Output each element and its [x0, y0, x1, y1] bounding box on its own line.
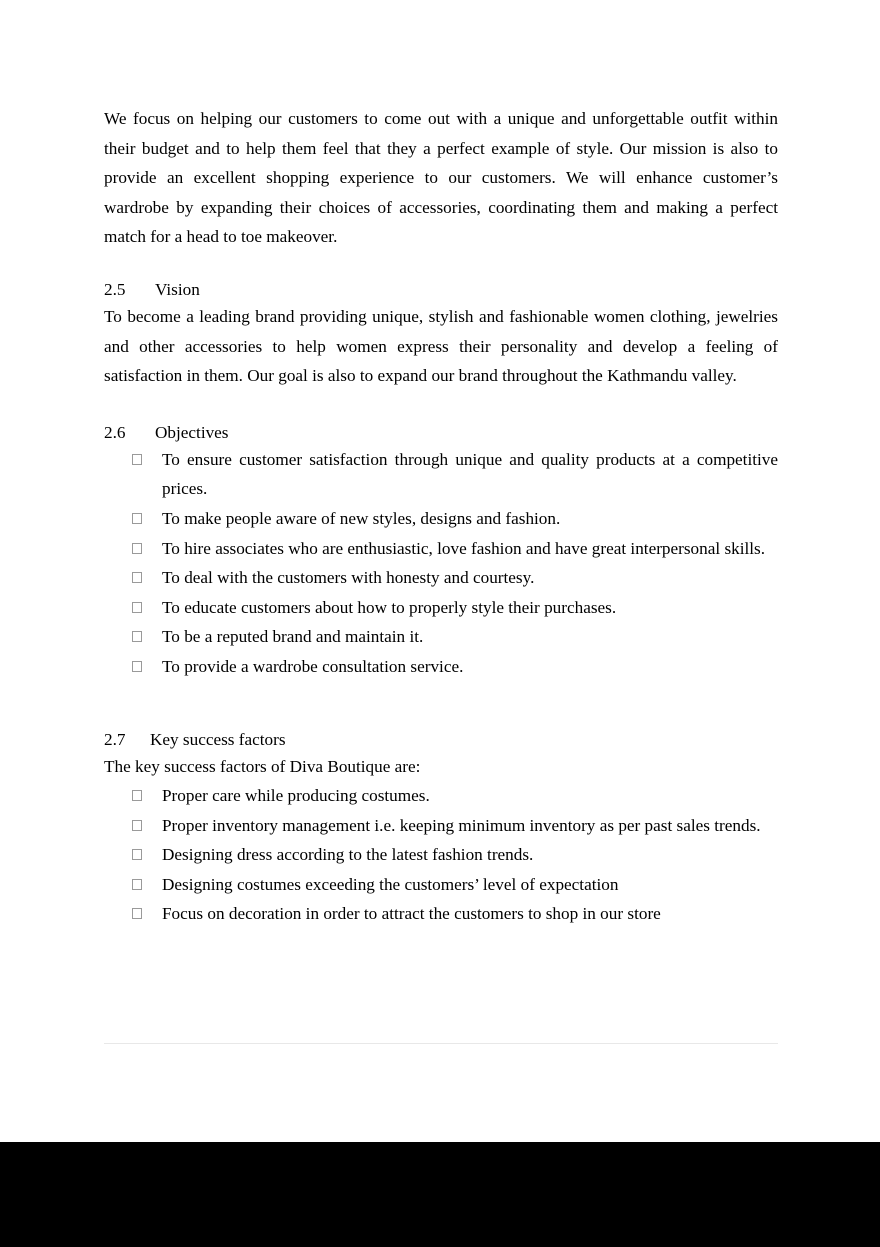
bullet-box-icon [132, 790, 142, 801]
key-success-factors-list [104, 781, 778, 929]
section-heading-objectives [104, 421, 778, 445]
vision-body: To become a leading brand providing unique, stylish and fashionable women clothing, jewelries and other accessories to help women express their personality and develop a feeling of satisfaction in them. Our goal is also to expand our brand throughout the Kathmandu valley. [104, 306, 778, 386]
list-item-text: To hire associates who are enthusiastic, love fashion and have great interpersonal skills. [162, 538, 766, 558]
intro-paragraph: We focus on helping our customers to come out with a unique and unforgettable outfit within their budget and to help them feel that they a perfect example of style. Our mission is also to provide an excellent shopping experience to our customers. We will enhance customer’s wardrobe by expanding their choices of accessories, coordinating them and making a perfect match for a head to toe makeover. [104, 109, 778, 247]
list-item-text: Proper inventory management i.e. keeping minimum inventory as per past sales trends. [162, 815, 761, 835]
bullet-box-icon [132, 454, 142, 465]
section-number-27: 2.7 [104, 729, 126, 749]
spacer [104, 391, 778, 421]
list-item-text: To provide a wardrobe consultation service. [162, 656, 464, 676]
section-heading-vision [104, 278, 778, 302]
list-item [104, 811, 778, 841]
spacer [104, 264, 778, 278]
list-item-text: To ensure customer satisfaction through unique and quality products at a competitive prices. [162, 449, 778, 499]
bullet-box-icon [132, 849, 142, 860]
bottom-black-band [0, 1142, 880, 1247]
bullet-box-icon [132, 908, 142, 919]
list-item-text: To educate customers about how to properly style their purchases. [162, 597, 617, 617]
list-item [104, 504, 778, 534]
bullet-box-icon [132, 820, 142, 831]
list-item-text: Proper care while producing costumes. [162, 786, 430, 806]
list-item [104, 563, 778, 593]
spacer [104, 682, 778, 728]
list-item [104, 899, 778, 929]
list-item-text: Designing costumes exceeding the customers’ level of expectation [162, 874, 619, 894]
section-number-26: 2.6 [104, 422, 126, 442]
bullet-box-icon [132, 602, 142, 613]
list-item [104, 652, 778, 682]
list-item [104, 593, 778, 623]
document-body [104, 104, 778, 929]
list-item-text: Focus on decoration in order to attract the customers to shop in our store [162, 904, 661, 924]
section-title-26: Objectives [155, 422, 229, 442]
bullet-box-icon [132, 631, 142, 642]
list-item [104, 840, 778, 870]
section-title-25: Vision [155, 279, 200, 299]
list-item [104, 534, 778, 564]
footer-separator-rule [104, 1043, 778, 1044]
objectives-list [104, 445, 778, 682]
bullet-box-icon [132, 879, 142, 890]
bullet-box-icon [132, 543, 142, 554]
list-item-text: To make people aware of new styles, designs and fashion. [162, 508, 561, 528]
bullet-box-icon [132, 513, 142, 524]
list-item-text: To be a reputed brand and maintain it. [162, 627, 424, 647]
section-number-25: 2.5 [104, 279, 126, 299]
key-success-factors-lead-in: The key success factors of Diva Boutique are: [104, 756, 421, 776]
list-item [104, 445, 778, 504]
list-item [104, 622, 778, 652]
list-item-text: Designing dress according to the latest fashion trends. [162, 845, 534, 865]
list-item-text: To deal with the customers with honesty and courtesy. [162, 568, 535, 588]
list-item [104, 781, 778, 811]
bullet-box-icon [132, 661, 142, 672]
section-heading-key-success-factors [104, 728, 778, 752]
section-title-27: Key success factors [150, 729, 286, 749]
list-item [104, 870, 778, 900]
bullet-box-icon [132, 572, 142, 583]
